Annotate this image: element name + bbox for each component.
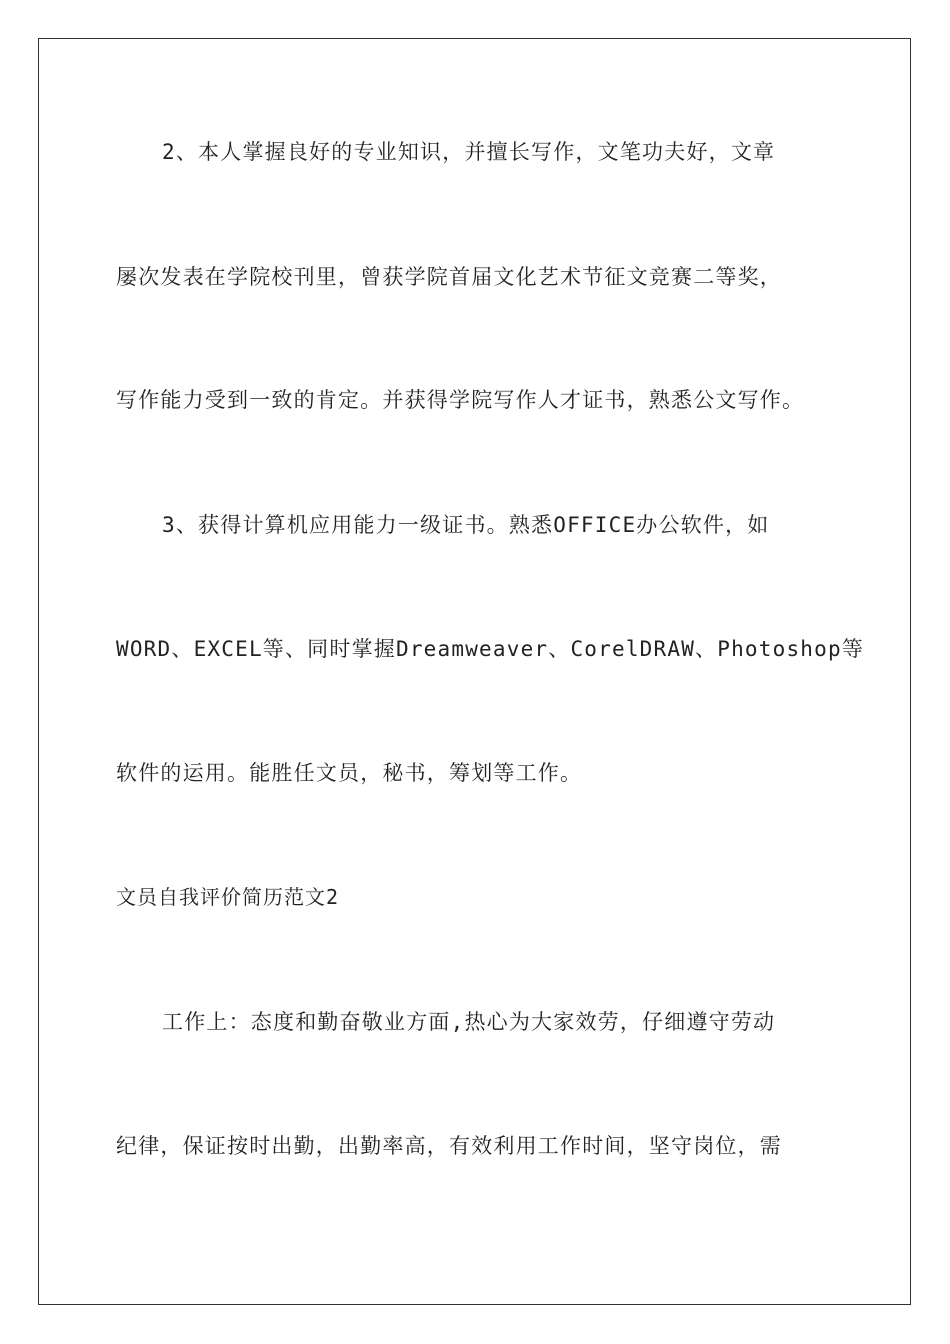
page-border xyxy=(38,38,911,1305)
paragraph-2-line-3: 软件的运用。能胜任文员，秘书，筹划等工作。 xyxy=(116,761,583,785)
paragraph-3-line-2: 纪律，保证按时出勤，出勤率高，有效利用工作时间，坚守岗位，需 xyxy=(116,1134,782,1158)
paragraph-2-line-2: WORD、EXCEL等、同时掌握Dreamweaver、CorelDRAW、Photoshop等 xyxy=(116,637,865,661)
paragraph-1-line-2: 屡次发表在学院校刊里，曾获学院首届文化艺术节征文竞赛二等奖， xyxy=(116,265,782,289)
paragraph-2-line-1: 3、获得计算机应用能力一级证书。熟悉OFFICE办公软件，如 xyxy=(162,513,770,537)
paragraph-1-line-3: 写作能力受到一致的肯定。并获得学院写作人才证书，熟悉公文写作。 xyxy=(116,388,805,412)
section-heading: 文员自我评价简历范文2 xyxy=(116,885,340,909)
paragraph-3-line-1: 工作上：态度和勤奋敬业方面,热心为大家效劳，仔细遵守劳动 xyxy=(162,1010,776,1034)
paragraph-1-line-1: 2、本人掌握良好的专业知识，并擅长写作，文笔功夫好，文章 xyxy=(162,140,776,164)
